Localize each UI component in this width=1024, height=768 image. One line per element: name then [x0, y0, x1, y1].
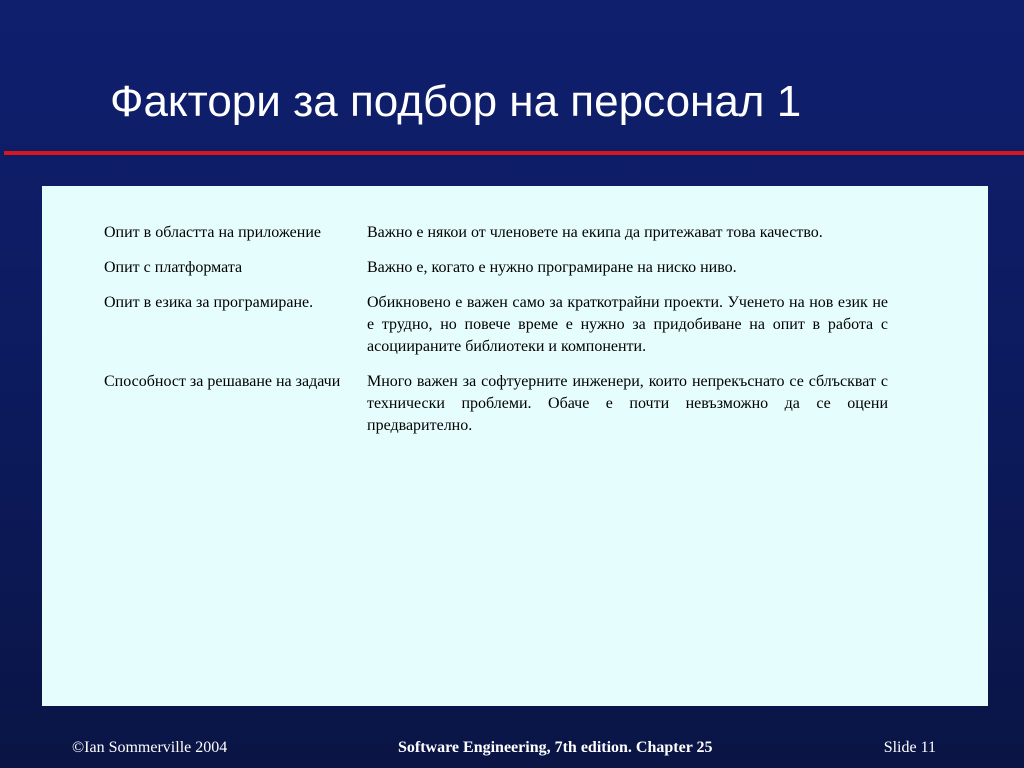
factor-description: Важно е някои от членовете на екипа да притежават това качество. [367, 224, 823, 241]
factor-label: Опит с платформата [104, 259, 243, 276]
table-row [104, 222, 888, 244]
factor-label: Опит в езика за програмиране. [104, 294, 314, 311]
footer-copyright: ©Ian Sommerville 2004 [72, 739, 228, 756]
factor-label: Способност за решаване на задачи [104, 373, 341, 390]
slide-title: Фактори за подбор на персонал 1 [110, 77, 802, 126]
factor-description: Обикновено е важен само за краткотрайни проекти. Ученето на нов език не е трудно, но повече време е нужно за придобиване на опит в работа с асоциираните библиотеки и компоненти. [367, 294, 888, 355]
factors-table [104, 222, 888, 437]
table-row [104, 244, 888, 279]
factor-description: Много важен за софтуерните инженери, които непрекъснато се сблъскват с технически проблеми. Обаче е почти невъзможно да се оцени предварително. [367, 373, 888, 434]
footer-book-title: Software Engineering, 7th edition. Chapter 25 [398, 739, 713, 756]
footer-slide-number: Slide 11 [883, 739, 936, 756]
title-divider [4, 151, 1024, 155]
table-row [104, 358, 888, 437]
table-row [104, 279, 888, 358]
content-panel [42, 186, 988, 706]
factor-description: Важно е, когато е нужно програмиране на ниско ниво. [367, 259, 737, 276]
factor-label: Опит в областта на приложение [104, 224, 321, 241]
